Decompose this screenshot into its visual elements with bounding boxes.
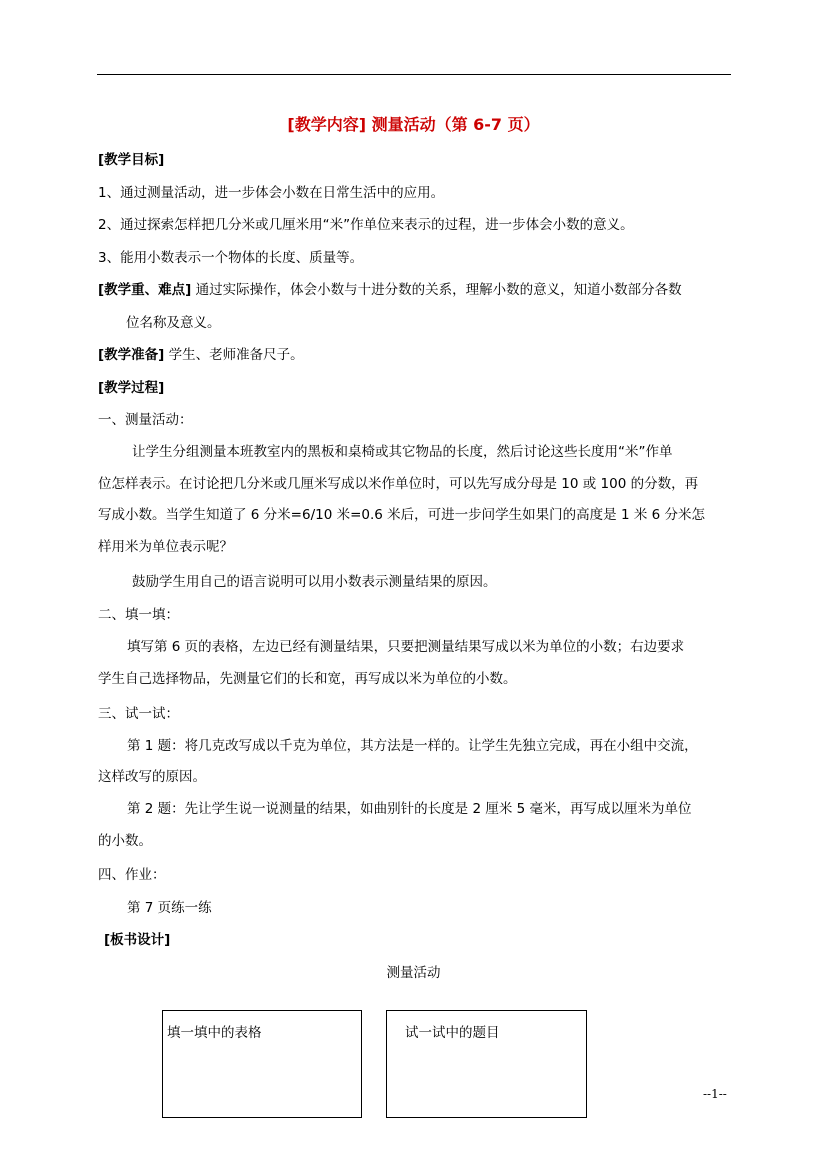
key-points-text: 位名称及意义。 bbox=[126, 315, 221, 331]
paragraph-line: 学生自己选择物品，先测量它们的长和宽，再写成以米为单位的小数。 bbox=[98, 671, 517, 687]
paragraph-line: 填写第 6 页的表格，左边已经有测量结果，只要把测量结果写成以米为单位的小数；右边要求 bbox=[127, 639, 685, 655]
board-box-label: 填一填中的表格 bbox=[167, 1025, 262, 1041]
paragraph-line: 位怎样表示。在讨论把几分米或几厘米写成以米作单位时，可以先写成分母是 10 或 100 的分数，再 bbox=[98, 476, 699, 492]
board-box-right bbox=[386, 1010, 587, 1118]
paragraph-line: 第 2 题：先让学生说一说测量的结果，如曲别针的长度是 2 厘米 5 毫米，再写成以厘米为单位 bbox=[127, 801, 692, 817]
paragraph-line: 这样改写的原因。 bbox=[98, 769, 206, 785]
paragraph-line: 让学生分组测量本班教室内的黑板和桌椅或其它物品的长度，然后讨论这些长度用“米”作单 bbox=[132, 444, 673, 460]
paragraph-line: 鼓励学生用自己的语言说明可以用小数表示测量结果的原因。 bbox=[132, 574, 497, 590]
goal-item: 3、能用小数表示一个物体的长度、质量等。 bbox=[98, 250, 364, 266]
section-heading: 一、测量活动： bbox=[98, 412, 193, 428]
paragraph-line: 样用米为单位表示呢？ bbox=[98, 539, 233, 555]
paragraph-line: 的小数。 bbox=[98, 833, 152, 849]
goal-item: 2、通过探索怎样把几分米或几厘米用“米”作单位来表示的过程，进一步体会小数的意义。 bbox=[98, 217, 634, 233]
key-points-text: 通过实际操作，体会小数与十进分数的关系，理解小数的意义，知道小数部分各数 bbox=[195, 282, 682, 298]
page-number: --1-- bbox=[703, 1087, 727, 1101]
key-points bbox=[98, 280, 738, 300]
paragraph-line: 第 1 题：将几克改写成以千克为单位，其方法是一样的。让学生先独立完成，再在小组中交流， bbox=[127, 738, 698, 754]
paragraph-line: 写成小数。当学生知道了 6 分米=6/10 米=0.6 米后，可进一步问学生如果门的高度是 1 米 6 分米怎 bbox=[98, 507, 706, 523]
prep-text: 学生、老师准备尺子。 bbox=[168, 347, 304, 363]
key-points-label: [教学重、难点] bbox=[98, 282, 192, 298]
section-heading: 三、试一试： bbox=[98, 706, 179, 722]
header-rule bbox=[97, 74, 731, 75]
paragraph-line: 第 7 页练一练 bbox=[127, 900, 212, 916]
board-box-left bbox=[162, 1010, 362, 1118]
board-heading: [板书设计] bbox=[104, 932, 171, 948]
section-heading: 四、作业： bbox=[98, 867, 166, 883]
board-title: 测量活动 bbox=[386, 965, 441, 981]
prep bbox=[98, 345, 738, 365]
board-box-label: 试一试中的题目 bbox=[405, 1025, 500, 1041]
page-title: [教学内容] 测量活动（第 6-7 页） bbox=[287, 115, 540, 134]
goal-item: 1、通过测量活动，进一步体会小数在日常生活中的应用。 bbox=[98, 185, 445, 201]
prep-label: [教学准备] bbox=[98, 347, 165, 363]
process-heading: [教学过程] bbox=[98, 380, 165, 396]
goals-heading: [教学目标] bbox=[98, 152, 165, 168]
section-heading: 二、填一填： bbox=[98, 607, 179, 623]
